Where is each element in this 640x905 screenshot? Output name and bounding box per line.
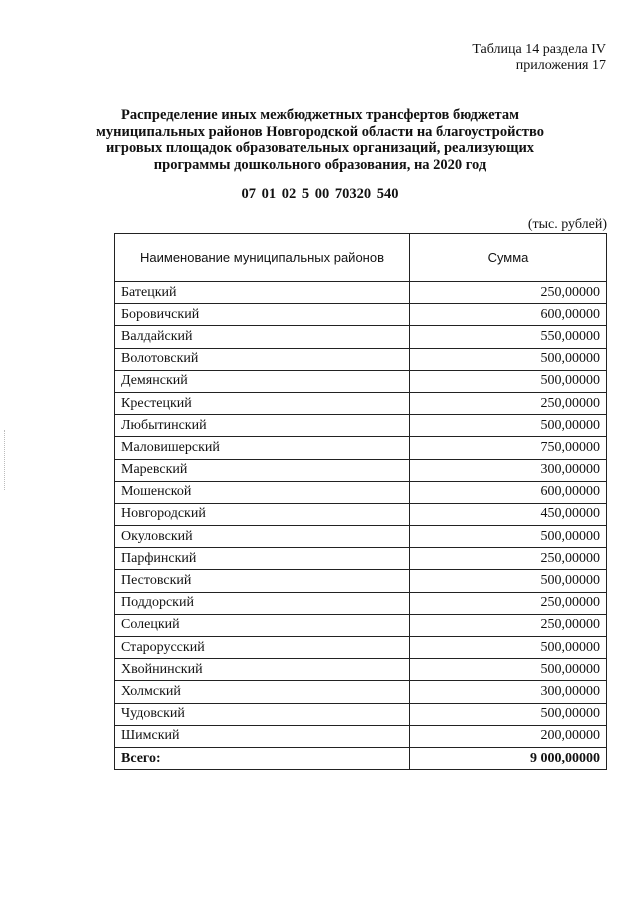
district-sum-cell: 500,00000 (410, 703, 607, 725)
table-row (115, 459, 607, 481)
table-row (115, 415, 607, 437)
district-name-cell: Мошенской (115, 481, 410, 503)
table-row (115, 637, 607, 659)
table-row (115, 725, 607, 747)
district-name-cell: Новгородский (115, 503, 410, 525)
table-row (115, 503, 607, 525)
district-name-cell: Шимский (115, 725, 410, 747)
title-line-3: игровых площадок образовательных организаций, реализующих (105, 140, 535, 156)
budget-code: 07 01 02 5 00 70320 540 (241, 186, 399, 202)
district-name-cell: Маловишерский (115, 437, 410, 459)
table-row (115, 370, 607, 392)
table-row (115, 592, 607, 614)
title-line-4: программы дошкольного образования, на 2020 год (153, 156, 487, 173)
table-row (115, 392, 607, 414)
title-line-1: Распределение иных межбюджетных трансфертов бюджетам (121, 107, 519, 123)
district-name-cell: Холмский (115, 681, 410, 703)
table-row (115, 614, 607, 636)
district-name-cell: Валдайский (115, 326, 410, 348)
table-row (115, 659, 607, 681)
total-label-cell: Всего: (115, 747, 410, 769)
table-row (115, 481, 607, 503)
header-district-name: Наименование муниципальных районов (115, 234, 410, 282)
district-sum-cell: 500,00000 (410, 637, 607, 659)
table-row (115, 348, 607, 370)
table-row (115, 548, 607, 570)
table-row (115, 304, 607, 326)
district-name-cell: Поддорский (115, 592, 410, 614)
district-sum-cell: 250,00000 (410, 614, 607, 636)
district-sum-cell: 600,00000 (410, 304, 607, 326)
title-line-2: муниципальных районов Новгородской области на благоустройство (95, 123, 544, 140)
district-name-cell: Парфинский (115, 548, 410, 570)
unit-label: (тыс. рублей) (527, 217, 607, 232)
district-sum-cell: 500,00000 (410, 415, 607, 437)
district-sum-cell: 300,00000 (410, 681, 607, 703)
district-sum-cell: 500,00000 (410, 659, 607, 681)
table-reference (472, 42, 606, 74)
table-body (115, 282, 607, 770)
reference-line-2: приложения 17 (515, 58, 606, 73)
distribution-table (114, 233, 607, 770)
district-sum-cell: 250,00000 (410, 392, 607, 414)
district-sum-cell: 500,00000 (410, 570, 607, 592)
district-sum-cell: 750,00000 (410, 437, 607, 459)
district-name-cell: Пестовский (115, 570, 410, 592)
district-sum-cell: 500,00000 (410, 526, 607, 548)
district-name-cell: Маревский (115, 459, 410, 481)
district-name-cell: Любытинский (115, 415, 410, 437)
table-row (115, 570, 607, 592)
district-sum-cell: 500,00000 (410, 370, 607, 392)
table-row (115, 282, 607, 304)
table-row (115, 703, 607, 725)
district-sum-cell: 250,00000 (410, 282, 607, 304)
district-sum-cell: 600,00000 (410, 481, 607, 503)
district-sum-cell: 500,00000 (410, 348, 607, 370)
district-sum-cell: 250,00000 (410, 592, 607, 614)
district-name-cell: Старорусский (115, 637, 410, 659)
district-name-cell: Боровичский (115, 304, 410, 326)
total-row (115, 747, 607, 769)
reference-line-1: Таблица 14 раздела IV (472, 42, 606, 57)
table-row (115, 326, 607, 348)
district-sum-cell: 450,00000 (410, 503, 607, 525)
district-sum-cell: 300,00000 (410, 459, 607, 481)
district-name-cell: Крестецкий (115, 392, 410, 414)
district-sum-cell: 200,00000 (410, 725, 607, 747)
district-name-cell: Окуловский (115, 526, 410, 548)
district-name-cell: Чудовский (115, 703, 410, 725)
district-name-cell: Волотовский (115, 348, 410, 370)
total-sum-cell: 9 000,00000 (410, 747, 607, 769)
district-sum-cell: 550,00000 (410, 326, 607, 348)
district-sum-cell: 250,00000 (410, 548, 607, 570)
table-row (115, 681, 607, 703)
district-name-cell: Демянский (115, 370, 410, 392)
district-name-cell: Солецкий (115, 614, 410, 636)
table-header-row (115, 234, 607, 282)
document-title (70, 107, 570, 173)
district-name-cell: Батецкий (115, 282, 410, 304)
table-row (115, 526, 607, 548)
header-sum: Сумма (410, 234, 607, 282)
table-row (115, 437, 607, 459)
scan-edge-marks (4, 430, 7, 490)
district-name-cell: Хвойнинский (115, 659, 410, 681)
